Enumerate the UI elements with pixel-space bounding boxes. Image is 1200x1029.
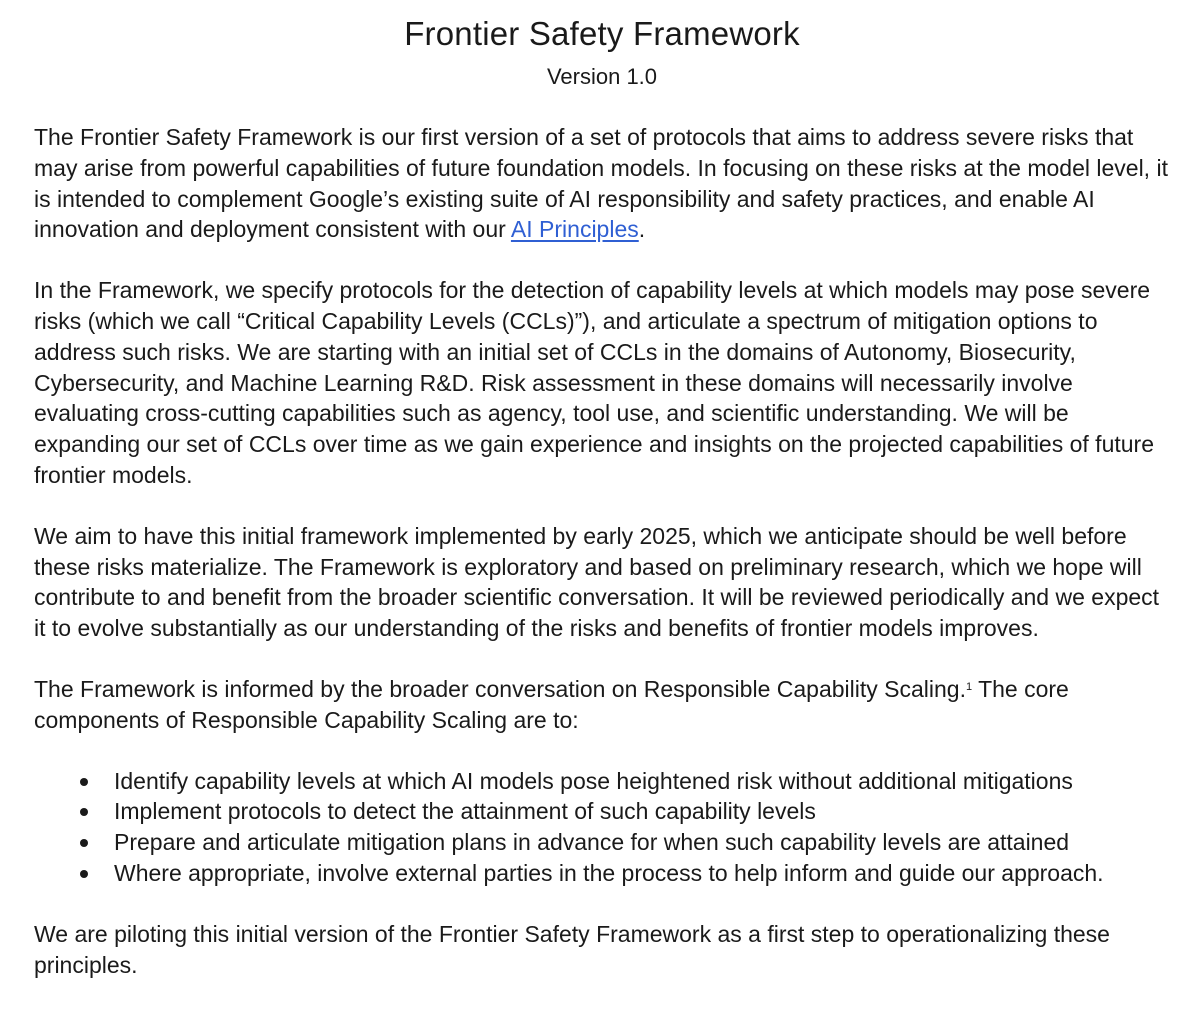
document-title: Frontier Safety Framework xyxy=(404,15,800,52)
rcs-text: The Framework is informed by the broader conversation on Responsible Capability Scaling. xyxy=(34,675,966,702)
list-item-text: Identify capability levels at which AI models pose heightened risk without additional mitigations xyxy=(114,767,1073,794)
intro-paragraph xyxy=(34,122,1170,245)
list-item-text: Prepare and articulate mitigation plans in advance for when such capability levels are attained xyxy=(114,829,1070,856)
components-list xyxy=(34,766,1170,889)
bullet-icon xyxy=(80,870,88,878)
bullet-icon xyxy=(80,808,88,816)
list-item-text: Implement protocols to detect the attainment of such capability levels xyxy=(114,798,816,825)
timeline-paragraph: We aim to have this initial framework implemented by early 2025, which we anticipate should be well before these risks materialize. The Framework is exploratory and based on preliminary research, which we hope will contribute to and benefit from the broader scientific conversation. It will be reviewed periodically and we expect it to evolve substantially as our understanding of the risks and benefits of frontier models improves. xyxy=(34,522,1160,642)
closing-paragraph: We are piloting this initial version of the Frontier Safety Framework as a first step to operationalizing these principles. xyxy=(34,920,1110,978)
list-item xyxy=(34,858,1170,889)
framework-paragraph: In the Framework, we specify protocols for the detection of capability levels at which models may pose severe risks (which we call “Critical Capability Levels (CCLs)”), and articulate a spectrum of mitigation options to address such risks. We are starting with an initial set of CCLs in the domains of Autonomy, Biosecurity, Cybersecurity, and Machine Learning R&D. Risk assessment in these domains will necessarily involve evaluating cross-cutting capabilities such as agency, tool use, and scientific understanding. We will be expanding our set of CCLs over time as we gain experience and insights on the projected capabilities of future frontier models. xyxy=(34,277,1154,488)
list-item xyxy=(34,766,1170,797)
list-item-text: Where appropriate, involve external parties in the process to help inform and guide our approach. xyxy=(114,859,1104,886)
ai-principles-link[interactable]: AI Principles xyxy=(510,216,639,243)
rcs-paragraph xyxy=(34,674,1170,736)
bullet-icon xyxy=(80,839,88,847)
document-version: Version 1.0 xyxy=(546,64,658,89)
rcs-rest: The core components of Responsible Capability Scaling are to: xyxy=(34,675,1069,733)
intro-end: . xyxy=(638,216,646,243)
bullet-icon xyxy=(80,778,88,786)
list-item xyxy=(34,796,1170,827)
footnote-marker[interactable]: 1 xyxy=(965,680,973,693)
list-item xyxy=(34,827,1170,858)
intro-text: The Frontier Safety Framework is our first version of a set of protocols that aims to address severe risks that may arise from powerful capabilities of future foundation models. In focusing on these risks at the model level, it is intended to complement Google’s existing suite of AI responsibility and safety practices, and enable AI innovation and deployment consistent with our xyxy=(34,124,1168,243)
